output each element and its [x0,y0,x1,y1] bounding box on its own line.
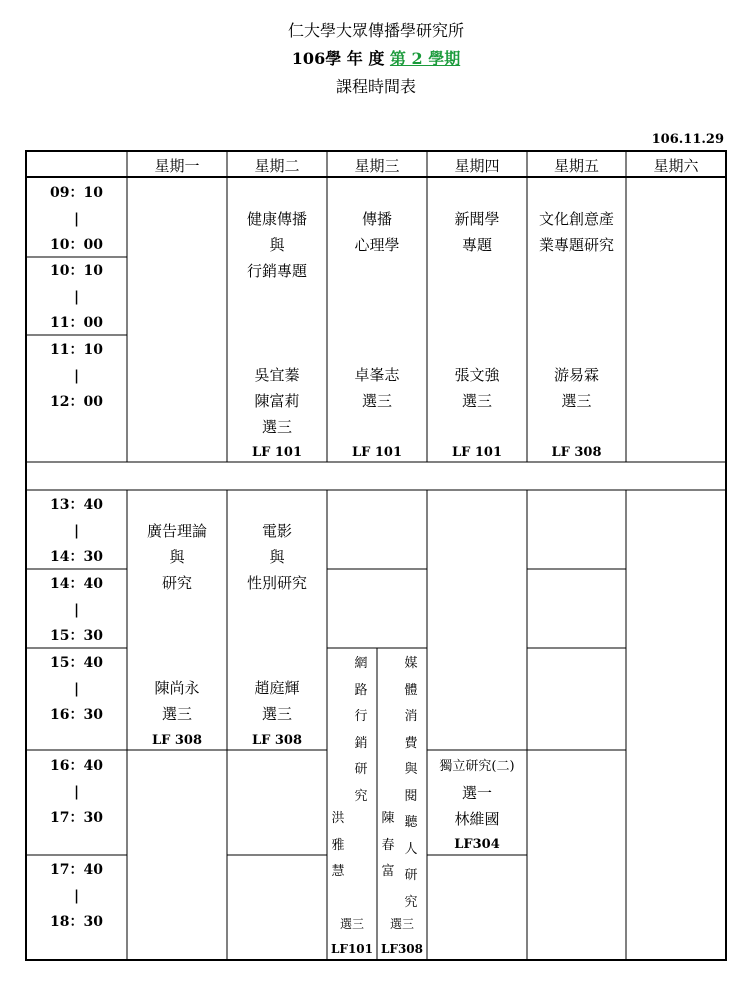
year-prefix: 106學 年 度 [291,49,385,68]
course-wed-a-elective: 選三 [339,917,364,931]
course-wed-am-teacher: 卓峯志 選三 [354,366,400,410]
day-wed: 星期三 [354,157,400,175]
course-mon-pm-title: 廣告理論 與 研究 [146,522,207,592]
course-fri-am-title: 文化創意產 業專題研究 [538,210,614,254]
course-tue-am-title: 健康傳播 與 行銷專題 [246,210,307,280]
course-thu-am-room: LF 101 [451,445,503,460]
course-wed-b-room: LF308 [380,942,423,956]
course-fri-am-room: LF 308 [551,445,602,460]
course-wed-b-teacher: 陳 春 富 [381,811,395,879]
semester: 第 2 學期 [389,49,461,68]
course-wed-a-title: 網 路 行 銷 研 究 [354,656,368,804]
time-slot-5: 14：40 | 15：30 [50,576,103,644]
time-slot-1: 09：10 | 10：00 [50,185,103,253]
course-wed-a-teacher: 洪 雅 慧 [331,811,345,879]
course-mon-pm-room: LF 308 [151,733,203,748]
time-slot-6: 15：40 | 16：30 [50,655,103,723]
course-tue-pm-teacher: 趙庭輝 選三 [254,679,300,723]
table-date: 106.11.29 [651,132,724,147]
time-slot-8: 17：40 | 18：30 [50,862,103,930]
day-tue: 星期二 [254,157,300,175]
course-thu-am-teacher: 張文強 選三 [454,366,500,410]
course-fri-am-teacher: 游易霖 選三 [553,366,599,410]
course-thu-pm-teacher: 林維國 [454,810,500,828]
day-fri: 星期五 [553,157,599,175]
course-thu-pm-room: LF304 [454,837,500,852]
course-tue-am-room: LF 101 [251,445,303,460]
time-slot-4: 13：40 | 14：30 [50,497,103,565]
day-mon: 星期一 [154,157,200,175]
day-sat: 星期六 [653,157,699,175]
course-wed-b-elective: 選三 [389,917,414,931]
time-slot-2: 10：10 | 11：00 [50,263,103,331]
course-mon-pm-teacher: 陳尚永 選三 [154,679,200,723]
timetable-title: 課程時間表 [335,77,416,96]
institute-name: 仁大學大眾傳播學研究所 [287,21,464,40]
course-wed-am-room: LF 101 [351,445,403,460]
course-thu-pm-title: 獨立研究(二) [439,759,515,774]
course-wed-a-room: LF101 [330,942,373,956]
time-slot-7: 16：40 | 17：30 [50,758,103,826]
course-thu-pm-elective: 選一 [461,784,492,802]
course-wed-b-title: 媒 體 消 費 與 閱 聽 人 研 究 [404,656,418,910]
time-slot-3: 11：10 | 12：00 [50,342,103,410]
course-wed-am-title: 傳播 心理學 [354,210,400,254]
course-tue-am-teacher: 吳宜蓁 陳富莉 選三 [254,366,300,436]
day-thu: 星期四 [454,157,500,175]
course-tue-pm-title: 電影 與 性別研究 [246,522,307,592]
course-thu-am-title: 新聞學 專題 [454,210,500,254]
course-tue-pm-room: LF 308 [251,733,303,748]
